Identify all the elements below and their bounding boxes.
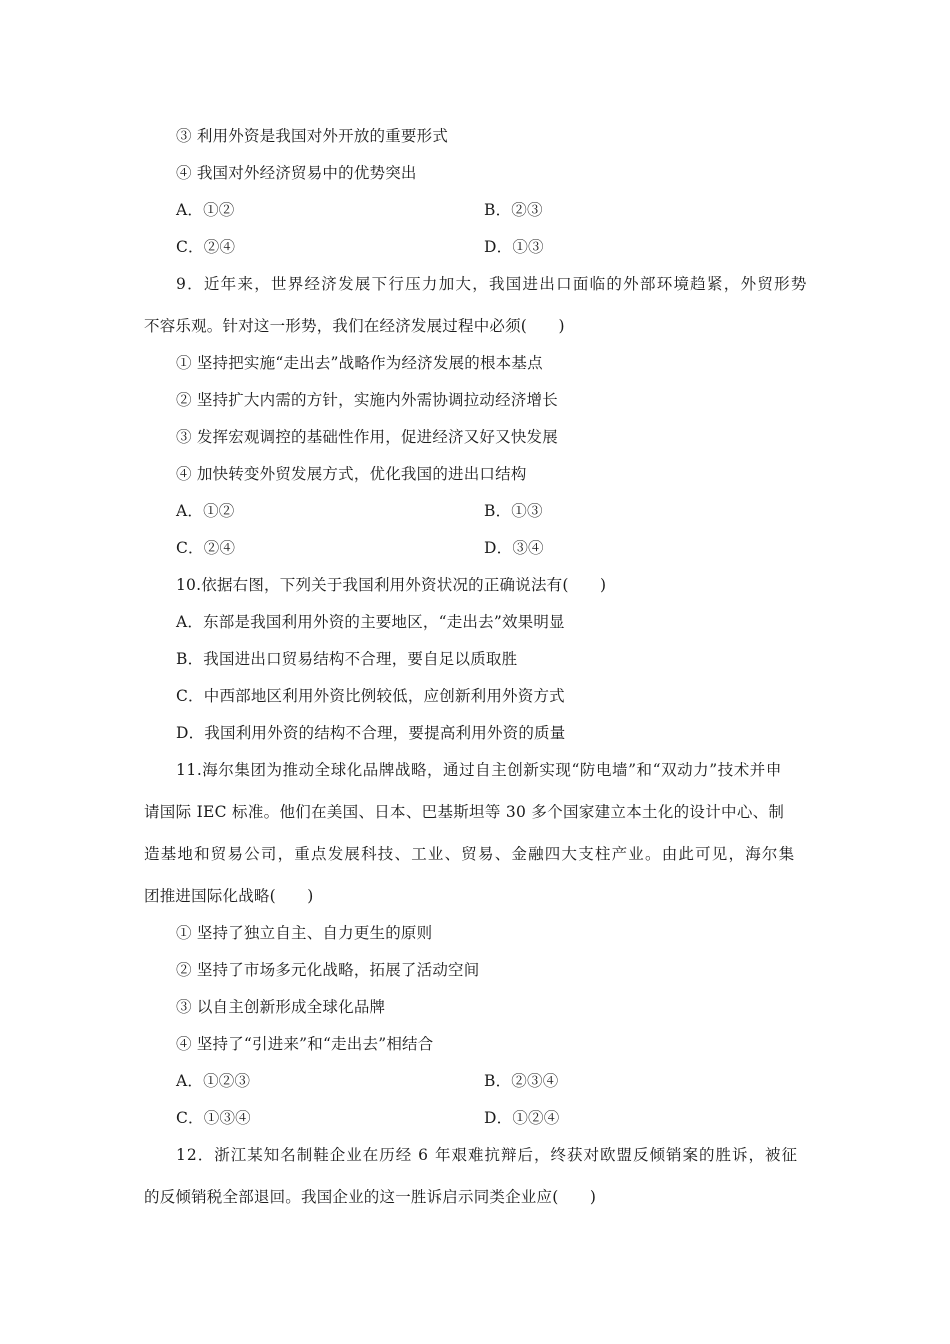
q9-option-d: D．③④ (484, 539, 544, 557)
q11-option-b: B．②③④ (484, 1072, 559, 1090)
q9-option-b: B．①③ (484, 502, 543, 520)
q8-option-a: A．①② (176, 201, 235, 219)
q9-stem-line-1: 9．近年来，世界经济发展下行压力加大，我国进出口面临的外部环境趋紧，外贸形势 (176, 275, 808, 293)
q8-option-d: D．①③ (484, 238, 544, 256)
q11-statement-4: ④ 坚持了“引进来”和“走出去”相结合 (176, 1035, 434, 1053)
q9-statement-4: ④ 加快转变外贸发展方式，优化我国的进出口结构 (176, 465, 527, 483)
q11-stem-line-2: 请国际 IEC 标准。他们在美国、日本、巴基斯坦等 30 多个国家建立本土化的设计中心、制 (144, 803, 785, 821)
q11-stem-line-4: 团推进国际化战略( ) (144, 887, 314, 905)
q10-option-c: C．中西部地区利用外资比例较低，应创新利用外资方式 (176, 687, 565, 705)
q9-statement-2: ② 坚持扩大内需的方针，实施内外需协调拉动经济增长 (176, 391, 558, 409)
q10-option-b: B．我国进出口贸易结构不合理，要自足以质取胜 (176, 650, 518, 668)
q8-statement-3: ③ 利用外资是我国对外开放的重要形式 (176, 127, 449, 145)
q11-option-d: D．①②④ (484, 1109, 560, 1127)
q10-option-a: A．东部是我国利用外资的主要地区，“走出去”效果明显 (176, 613, 565, 631)
q9-statement-3: ③ 发挥宏观调控的基础性作用，促进经济又好又快发展 (176, 428, 558, 446)
q11-stem-line-1: 11.海尔集团为推动全球化品牌战略，通过自主创新实现“防电墙”和“双动力”技术并申 (176, 761, 782, 779)
q9-stem-line-2: 不容乐观。针对这一形势，我们在经济发展过程中必须( ) (144, 317, 565, 335)
q10-option-d: D．我国利用外资的结构不合理，要提高利用外资的质量 (176, 724, 566, 742)
q10-stem: 10.依据右图，下列关于我国利用外资状况的正确说法有( ) (176, 576, 607, 594)
q9-option-a: A．①② (176, 502, 235, 520)
q12-stem-line-1: 12．浙江某知名制鞋企业在历经 6 年艰难抗辩后，终获对欧盟反倾销案的胜诉，被征 (176, 1146, 798, 1164)
q8-option-b: B．②③ (484, 201, 543, 219)
q9-option-c: C．②④ (176, 539, 236, 557)
q11-statement-1: ① 坚持了独立自主、自力更生的原则 (176, 924, 433, 942)
q11-option-c: C．①③④ (176, 1109, 251, 1127)
q11-statement-3: ③ 以自主创新形成全球化品牌 (176, 998, 386, 1016)
q11-statement-2: ② 坚持了市场多元化战略，拓展了活动空间 (176, 961, 480, 979)
q9-statement-1: ① 坚持把实施“走出去”战略作为经济发展的根本基点 (176, 354, 543, 372)
q11-option-a: A．①②③ (176, 1072, 251, 1090)
q8-option-c: C．②④ (176, 238, 236, 256)
q8-statement-4: ④ 我国对外经济贸易中的优势突出 (176, 164, 417, 182)
q11-stem-line-3: 造基地和贸易公司，重点发展科技、工业、贸易、金融四大支柱产业。由此可见，海尔集 (144, 845, 796, 863)
q12-stem-line-2: 的反倾销税全部退回。我国企业的这一胜诉启示同类企业应( ) (144, 1188, 597, 1206)
